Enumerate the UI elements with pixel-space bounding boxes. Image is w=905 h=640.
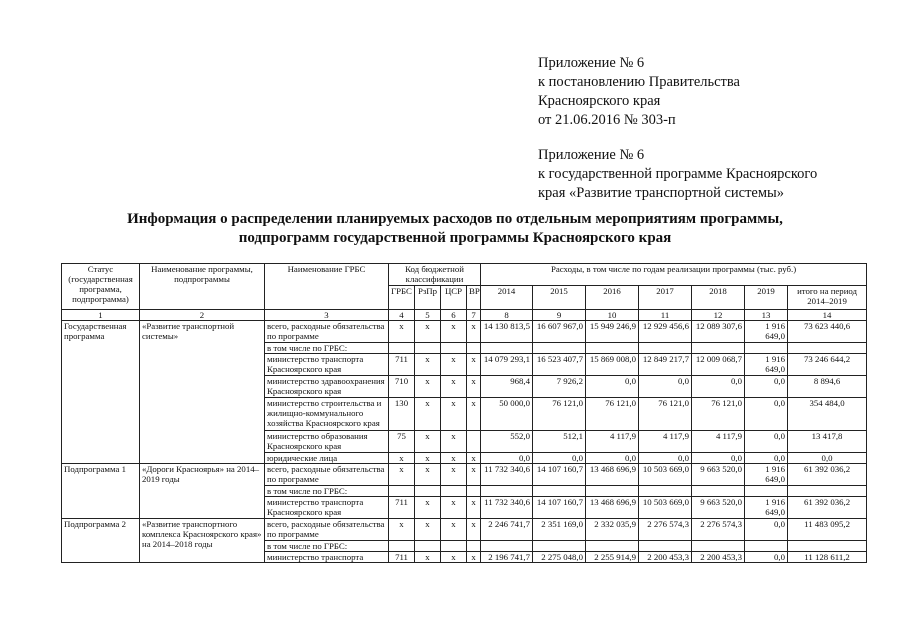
- status-cell: Подпрограмма 2: [62, 519, 140, 563]
- budget-code-cell: x: [415, 453, 441, 464]
- year-value-cell: 50 000,0: [481, 398, 533, 431]
- appendix-2-line-3: края «Развитие транспортной системы»: [538, 185, 785, 201]
- year-value-cell: [639, 343, 692, 354]
- budget-code-cell: [441, 541, 467, 552]
- year-value-cell: [586, 343, 639, 354]
- col-number: 13: [745, 310, 788, 321]
- grbs-name-cell: в том числе по ГРБС:: [265, 343, 389, 354]
- total-cell: 11 483 095,2: [788, 519, 867, 541]
- budget-code-cell: x: [415, 497, 441, 519]
- year-value-cell: 0,0: [586, 376, 639, 398]
- year-value-cell: 0,0: [481, 453, 533, 464]
- budget-code-cell: [467, 486, 481, 497]
- appendix-1-line-1: Приложение № 6: [538, 55, 645, 71]
- budget-code-cell: [415, 541, 441, 552]
- appendix-block-1: [538, 54, 878, 130]
- year-value-cell: [692, 343, 745, 354]
- budget-code-cell: x: [415, 464, 441, 486]
- year-value-cell: 0,0: [745, 431, 788, 453]
- year-value-cell: 0,0: [639, 376, 692, 398]
- year-value-cell: [692, 541, 745, 552]
- document-title: [60, 210, 850, 248]
- budget-code-cell: 710: [389, 376, 415, 398]
- budget-code-cell: x: [441, 464, 467, 486]
- header-code-rzpr: РзПр: [415, 286, 441, 310]
- year-value-cell: 16 523 407,7: [533, 354, 586, 376]
- year-value-cell: [533, 343, 586, 354]
- budget-code-cell: 75: [389, 431, 415, 453]
- grbs-name-cell: министерство здравоохранения Красноярского края: [265, 376, 389, 398]
- table-row: [62, 464, 867, 486]
- year-value-cell: 14 107 160,7: [533, 464, 586, 486]
- budget-code-cell: x: [467, 321, 481, 343]
- year-value-cell: 512,1: [533, 431, 586, 453]
- program-name-cell: «Дороги Красноярья» на 2014–2019 годы: [140, 464, 265, 519]
- total-cell: [788, 541, 867, 552]
- col-number: 2: [140, 310, 265, 321]
- budget-code-cell: x: [441, 376, 467, 398]
- year-value-cell: 12 849 217,7: [639, 354, 692, 376]
- header-grbs: Наименование ГРБС: [265, 264, 389, 310]
- year-value-cell: 0,0: [745, 376, 788, 398]
- total-cell: 73 246 644,2: [788, 354, 867, 376]
- year-value-cell: 0,0: [745, 519, 788, 541]
- year-value-cell: 2 255 914,9: [586, 552, 639, 563]
- year-value-cell: [481, 343, 533, 354]
- year-value-cell: 76 121,0: [533, 398, 586, 431]
- year-value-cell: [692, 486, 745, 497]
- table-row: [62, 321, 867, 343]
- year-value-cell: [745, 343, 788, 354]
- budget-code-cell: x: [415, 321, 441, 343]
- budget-code-cell: x: [441, 453, 467, 464]
- year-value-cell: 1 916 649,0: [745, 321, 788, 343]
- year-value-cell: 0,0: [692, 376, 745, 398]
- year-value-cell: 1 916 649,0: [745, 497, 788, 519]
- budget-code-cell: x: [441, 354, 467, 376]
- col-number: 4: [389, 310, 415, 321]
- year-value-cell: 76 121,0: [692, 398, 745, 431]
- year-value-cell: 76 121,0: [586, 398, 639, 431]
- year-value-cell: 0,0: [692, 453, 745, 464]
- budget-code-cell: [467, 541, 481, 552]
- budget-code-cell: x: [415, 376, 441, 398]
- budget-code-cell: [389, 343, 415, 354]
- appendix-2-line-2: к государственной программе Красноярского: [538, 166, 818, 182]
- table-header: [62, 264, 867, 321]
- year-value-cell: 15 949 246,9: [586, 321, 639, 343]
- year-value-cell: 4 117,9: [639, 431, 692, 453]
- budget-code-cell: [467, 343, 481, 354]
- grbs-name-cell: министерство транспорта Красноярского края: [265, 354, 389, 376]
- header-code-csr: ЦСР: [441, 286, 467, 310]
- budget-code-cell: x: [467, 354, 481, 376]
- grbs-name-cell: министерство транспорта Красноярского края: [265, 497, 389, 519]
- year-value-cell: 9 663 520,0: [692, 464, 745, 486]
- table-row: [62, 519, 867, 541]
- budget-code-cell: [441, 486, 467, 497]
- program-name-cell: «Развитие транспортной системы»: [140, 321, 265, 464]
- budget-code-cell: [415, 486, 441, 497]
- year-value-cell: [481, 541, 533, 552]
- title-line-2: подпрограмм государственной программы Красноярского края: [238, 230, 672, 246]
- header-year-2018: 2018: [692, 286, 745, 310]
- year-value-cell: 10 503 669,0: [639, 464, 692, 486]
- year-value-cell: 7 926,2: [533, 376, 586, 398]
- col-number: 6: [441, 310, 467, 321]
- budget-code-cell: 711: [389, 552, 415, 563]
- grbs-name-cell: всего, расходные обязательства по программе: [265, 464, 389, 486]
- grbs-name-cell: всего, расходные обязательства по программе: [265, 321, 389, 343]
- header-expenses: Расходы, в том числе по годам реализации программы (тыс. руб.): [481, 264, 867, 286]
- appendix-block-2: [538, 146, 878, 203]
- budget-code-cell: 130: [389, 398, 415, 431]
- total-cell: [788, 343, 867, 354]
- year-value-cell: 11 732 340,6: [481, 497, 533, 519]
- budget-code-cell: [415, 343, 441, 354]
- year-value-cell: 2 246 741,7: [481, 519, 533, 541]
- budget-code-cell: [389, 541, 415, 552]
- header-code-grbs: ГРБС: [389, 286, 415, 310]
- year-value-cell: 2 332 035,9: [586, 519, 639, 541]
- year-value-cell: 15 869 008,0: [586, 354, 639, 376]
- year-value-cell: 0,0: [639, 453, 692, 464]
- header-year-2019: 2019: [745, 286, 788, 310]
- year-value-cell: 1 916 649,0: [745, 464, 788, 486]
- year-value-cell: [639, 541, 692, 552]
- year-value-cell: 2 196 741,7: [481, 552, 533, 563]
- header-total: итого на период 2014–2019: [788, 286, 867, 310]
- budget-code-cell: [441, 343, 467, 354]
- col-number: 8: [481, 310, 533, 321]
- appendix-2-line-1: Приложение № 6: [538, 147, 645, 163]
- total-cell: 11 128 611,2: [788, 552, 867, 563]
- year-value-cell: 2 276 574,3: [692, 519, 745, 541]
- total-cell: [788, 486, 867, 497]
- col-number: 9: [533, 310, 586, 321]
- total-cell: 8 894,6: [788, 376, 867, 398]
- year-value-cell: 0,0: [586, 453, 639, 464]
- grbs-name-cell: министерство транспорта: [265, 552, 389, 563]
- year-value-cell: 552,0: [481, 431, 533, 453]
- year-value-cell: 10 503 669,0: [639, 497, 692, 519]
- col-number: 5: [415, 310, 441, 321]
- header-budget-code: Код бюджетной классификации: [389, 264, 481, 286]
- year-value-cell: 2 275 048,0: [533, 552, 586, 563]
- status-cell: Подпрограмма 1: [62, 464, 140, 519]
- appendix-1-line-4: от 21.06.2016 № 303-п: [538, 112, 676, 128]
- grbs-name-cell: министерство образования Красноярского края: [265, 431, 389, 453]
- grbs-name-cell: министерство строительства и жилищно-коммунального хозяйства Красноярского края: [265, 398, 389, 431]
- appendix-1-line-3: Красноярского края: [538, 93, 661, 109]
- year-value-cell: 14 107 160,7: [533, 497, 586, 519]
- header-status: Статус (государственная программа, подпрограмма): [62, 264, 140, 310]
- year-value-cell: 13 468 696,9: [586, 464, 639, 486]
- header-year-2016: 2016: [586, 286, 639, 310]
- year-value-cell: 12 009 068,7: [692, 354, 745, 376]
- budget-code-cell: x: [441, 321, 467, 343]
- year-value-cell: [745, 486, 788, 497]
- year-value-cell: [586, 486, 639, 497]
- year-value-cell: 0,0: [745, 453, 788, 464]
- budget-code-cell: x: [415, 431, 441, 453]
- year-value-cell: 14 079 293,1: [481, 354, 533, 376]
- total-cell: 0,0: [788, 453, 867, 464]
- budget-table: [61, 263, 867, 563]
- year-value-cell: 2 351 169,0: [533, 519, 586, 541]
- year-value-cell: 14 130 813,5: [481, 321, 533, 343]
- budget-code-cell: 711: [389, 354, 415, 376]
- year-value-cell: [533, 541, 586, 552]
- header-code-vr: ВР: [467, 286, 481, 310]
- year-value-cell: 968,4: [481, 376, 533, 398]
- table-body: [62, 321, 867, 563]
- year-value-cell: [533, 486, 586, 497]
- year-value-cell: [639, 486, 692, 497]
- col-number: 11: [639, 310, 692, 321]
- year-value-cell: 0,0: [745, 552, 788, 563]
- year-value-cell: 4 117,9: [692, 431, 745, 453]
- budget-code-cell: x: [467, 497, 481, 519]
- year-value-cell: 1 916 649,0: [745, 354, 788, 376]
- year-value-cell: 0,0: [745, 398, 788, 431]
- column-number-row: [62, 310, 867, 321]
- col-number: 10: [586, 310, 639, 321]
- total-cell: 73 623 440,6: [788, 321, 867, 343]
- budget-code-cell: x: [389, 464, 415, 486]
- col-number: 7: [467, 310, 481, 321]
- total-cell: 61 392 036,2: [788, 497, 867, 519]
- budget-code-cell: x: [415, 519, 441, 541]
- year-value-cell: [586, 541, 639, 552]
- grbs-name-cell: в том числе по ГРБС:: [265, 541, 389, 552]
- year-value-cell: [745, 541, 788, 552]
- year-value-cell: 2 276 574,3: [639, 519, 692, 541]
- budget-code-cell: x: [415, 398, 441, 431]
- status-cell: Государственная программа: [62, 321, 140, 464]
- budget-code-cell: [467, 431, 481, 453]
- col-number: 1: [62, 310, 140, 321]
- budget-code-cell: x: [441, 431, 467, 453]
- year-value-cell: 4 117,9: [586, 431, 639, 453]
- year-value-cell: [481, 486, 533, 497]
- header-year-2017: 2017: [639, 286, 692, 310]
- budget-code-cell: x: [467, 398, 481, 431]
- col-number: 3: [265, 310, 389, 321]
- budget-code-cell: x: [415, 552, 441, 563]
- grbs-name-cell: всего, расходные обязательства по программе: [265, 519, 389, 541]
- year-value-cell: 2 200 453,3: [639, 552, 692, 563]
- budget-code-cell: x: [389, 453, 415, 464]
- year-value-cell: 76 121,0: [639, 398, 692, 431]
- budget-code-cell: x: [467, 376, 481, 398]
- header-year-2015: 2015: [533, 286, 586, 310]
- budget-code-cell: x: [441, 552, 467, 563]
- year-value-cell: 9 663 520,0: [692, 497, 745, 519]
- year-value-cell: 12 929 456,6: [639, 321, 692, 343]
- grbs-name-cell: юридические лица: [265, 453, 389, 464]
- budget-code-cell: x: [415, 354, 441, 376]
- budget-code-cell: 711: [389, 497, 415, 519]
- budget-code-cell: x: [467, 453, 481, 464]
- total-cell: 354 484,0: [788, 398, 867, 431]
- budget-code-cell: x: [467, 552, 481, 563]
- total-cell: 13 417,8: [788, 431, 867, 453]
- budget-code-cell: x: [441, 519, 467, 541]
- col-number: 12: [692, 310, 745, 321]
- budget-code-cell: x: [467, 519, 481, 541]
- col-number: 14: [788, 310, 867, 321]
- year-value-cell: 13 468 696,9: [586, 497, 639, 519]
- year-value-cell: 16 607 967,0: [533, 321, 586, 343]
- header-name: Наименование программы, подпрограммы: [140, 264, 265, 310]
- appendix-1-line-2: к постановлению Правительства: [538, 74, 740, 90]
- year-value-cell: 0,0: [533, 453, 586, 464]
- program-name-cell: «Развитие транспортного комплекса Красноярского края» на 2014–2018 годы: [140, 519, 265, 563]
- total-cell: 61 392 036,2: [788, 464, 867, 486]
- year-value-cell: 11 732 340,6: [481, 464, 533, 486]
- budget-code-cell: x: [467, 464, 481, 486]
- budget-code-cell: x: [441, 497, 467, 519]
- year-value-cell: 12 089 307,6: [692, 321, 745, 343]
- title-line-1: Информация о распределении планируемых расходов по отдельным мероприятиям программы,: [127, 211, 783, 227]
- header-year-2014: 2014: [481, 286, 533, 310]
- grbs-name-cell: в том числе по ГРБС:: [265, 486, 389, 497]
- budget-code-cell: x: [389, 321, 415, 343]
- budget-code-cell: x: [441, 398, 467, 431]
- budget-code-cell: x: [389, 519, 415, 541]
- budget-code-cell: [389, 486, 415, 497]
- year-value-cell: 2 200 453,3: [692, 552, 745, 563]
